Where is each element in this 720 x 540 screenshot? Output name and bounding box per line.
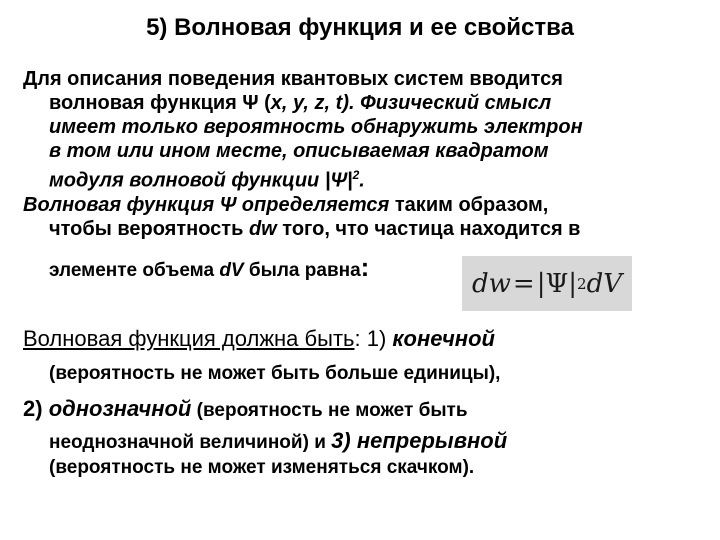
p3-text: (вероятность не может быть	[191, 400, 468, 421]
p3-text: 2)	[23, 396, 49, 421]
probability-formula	[462, 256, 632, 311]
formula-power: 2	[577, 274, 587, 293]
p1-superscript: 2	[352, 168, 360, 182]
paragraph2-line3	[49, 252, 370, 283]
paragraph3-line1	[23, 326, 495, 352]
formula-lhs: dw	[472, 268, 511, 299]
p1-text: ). Физический смысл	[342, 92, 552, 114]
p2-text: была равна	[243, 260, 361, 281]
p1-variables: x, y, z, t	[270, 92, 343, 114]
p1-text: имеет только вероятность обнаружить электрон	[49, 116, 583, 138]
p1-text: в том или ином месте, описываемая квадратом	[49, 140, 549, 162]
p3-text: (вероятность не может быть больше единицы),	[49, 363, 501, 384]
p2-text: элементе объема	[49, 260, 220, 281]
p2-text: таким образом,	[389, 194, 549, 216]
p1-text: волновая функция Ψ (	[49, 92, 271, 114]
p3-text: неоднозначной величиной) и	[49, 432, 332, 453]
paragraph3-line2	[49, 363, 500, 385]
p2-text: Волновая функция Ψ определяется	[23, 194, 390, 216]
p3-property-finite: конечной	[392, 326, 495, 351]
p3-property-single-valued: однозначной	[48, 396, 192, 421]
p2-variable-dv: dV	[219, 260, 244, 281]
paragraph1-line1	[23, 67, 563, 91]
p3-underlined-heading: Волновая функция должна быть	[23, 326, 355, 351]
formula-psi-modulus: |Ψ|	[536, 268, 578, 299]
p2-text: того, что частица находится в	[276, 218, 581, 240]
p1-text: модуля волновой функции |Ψ|	[49, 169, 353, 192]
paragraph2-line1	[23, 193, 548, 217]
paragraph2-line2	[49, 217, 580, 241]
p2-variable-dw: dw	[248, 218, 277, 240]
p1-text: .	[359, 169, 365, 192]
formula-equals: =	[512, 268, 535, 299]
paragraph1-line2	[49, 91, 551, 115]
slide-title: 5) Волновая функция и ее свойства	[146, 14, 574, 41]
paragraph1-line3	[49, 115, 583, 139]
paragraph3-line3	[23, 396, 468, 422]
paragraph3-line4	[49, 428, 507, 454]
paragraph1-line5	[49, 163, 365, 193]
p2-colon: :	[360, 252, 370, 282]
p1-text: Для описания поведения квантовых систем вводится	[23, 68, 563, 90]
p3-text: (вероятность не может изменяться скачком).	[49, 457, 475, 478]
formula-rhs: dV	[586, 268, 622, 299]
paragraph1-line4	[49, 139, 549, 163]
p2-text: чтобы вероятность	[49, 218, 249, 240]
p3-text: : 1)	[354, 326, 393, 351]
paragraph3-line5	[49, 457, 474, 479]
p3-property-continuous: 3) непрерывной	[331, 428, 508, 453]
